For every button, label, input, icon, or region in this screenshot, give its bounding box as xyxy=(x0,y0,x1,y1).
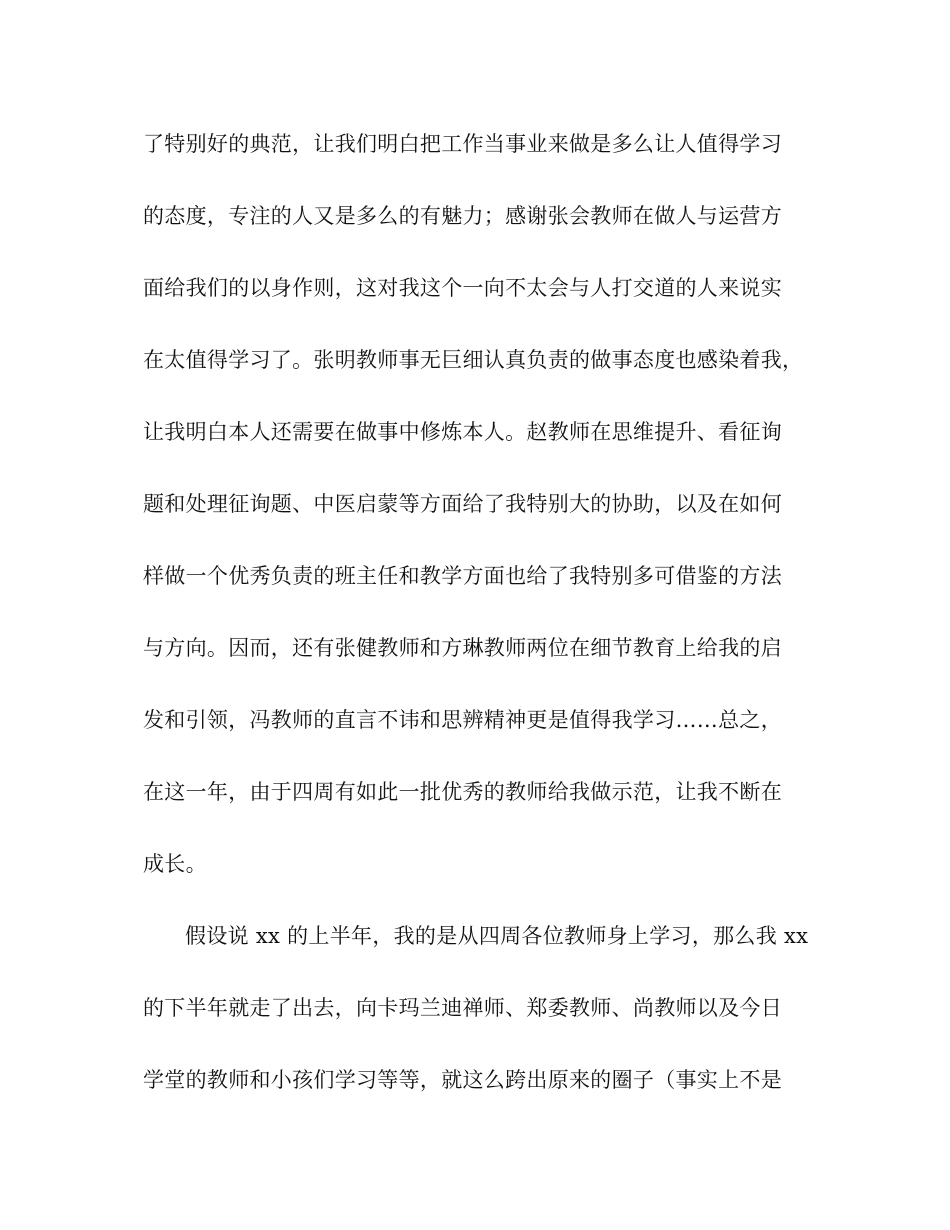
paragraph-line: 在这一年，由于四周有如此一批优秀的教师给我做示范，让我不断在 xyxy=(143,780,782,804)
paragraph-first-line: 假设说 xx 的上半年，我的是从四周各位教师身上学习，那么我 xx xyxy=(185,924,809,948)
paragraph-line: 的态度，专注的人又是多么的有魅力；感谢张会教师在做人与运营方 xyxy=(143,204,782,228)
paragraph-line: 发和引领，冯教师的直言不讳和思辨精神更是值得我学习……总之， xyxy=(143,708,782,732)
paragraph-line: 在太值得学习了。张明教师事无巨细认真负责的做事态度也感染着我， xyxy=(143,348,804,372)
paragraph-line: 的下半年就走了出去，向卡玛兰迪禅师、郑委教师、尚教师以及今日 xyxy=(143,996,782,1020)
paragraph-line: 了特别好的典范，让我们明白把工作当事业来做是多么让人值得学习 xyxy=(143,132,782,156)
paragraph-line: 样做一个优秀负责的班主任和教学方面也给了我特别多可借鉴的方法 xyxy=(143,564,782,588)
paragraph-line: 学堂的教师和小孩们学习等等，就这么跨出原来的圈子（事实上不是 xyxy=(143,1068,782,1092)
paragraph-line: 面给我们的以身作则，这对我这个一向不太会与人打交道的人来说实 xyxy=(143,276,782,300)
paragraph-line: 让我明白本人还需要在做事中修炼本人。赵教师在思维提升、看征询 xyxy=(143,420,782,444)
paragraph-line: 题和处理征询题、中医启蒙等方面给了我特别大的协助，以及在如何 xyxy=(143,492,782,516)
paragraph-line: 成长。 xyxy=(143,852,207,876)
document-body xyxy=(143,126,823,1134)
paragraph-line: 与方向。因而，还有张健教师和方琳教师两位在细节教育上给我的启 xyxy=(143,636,782,660)
